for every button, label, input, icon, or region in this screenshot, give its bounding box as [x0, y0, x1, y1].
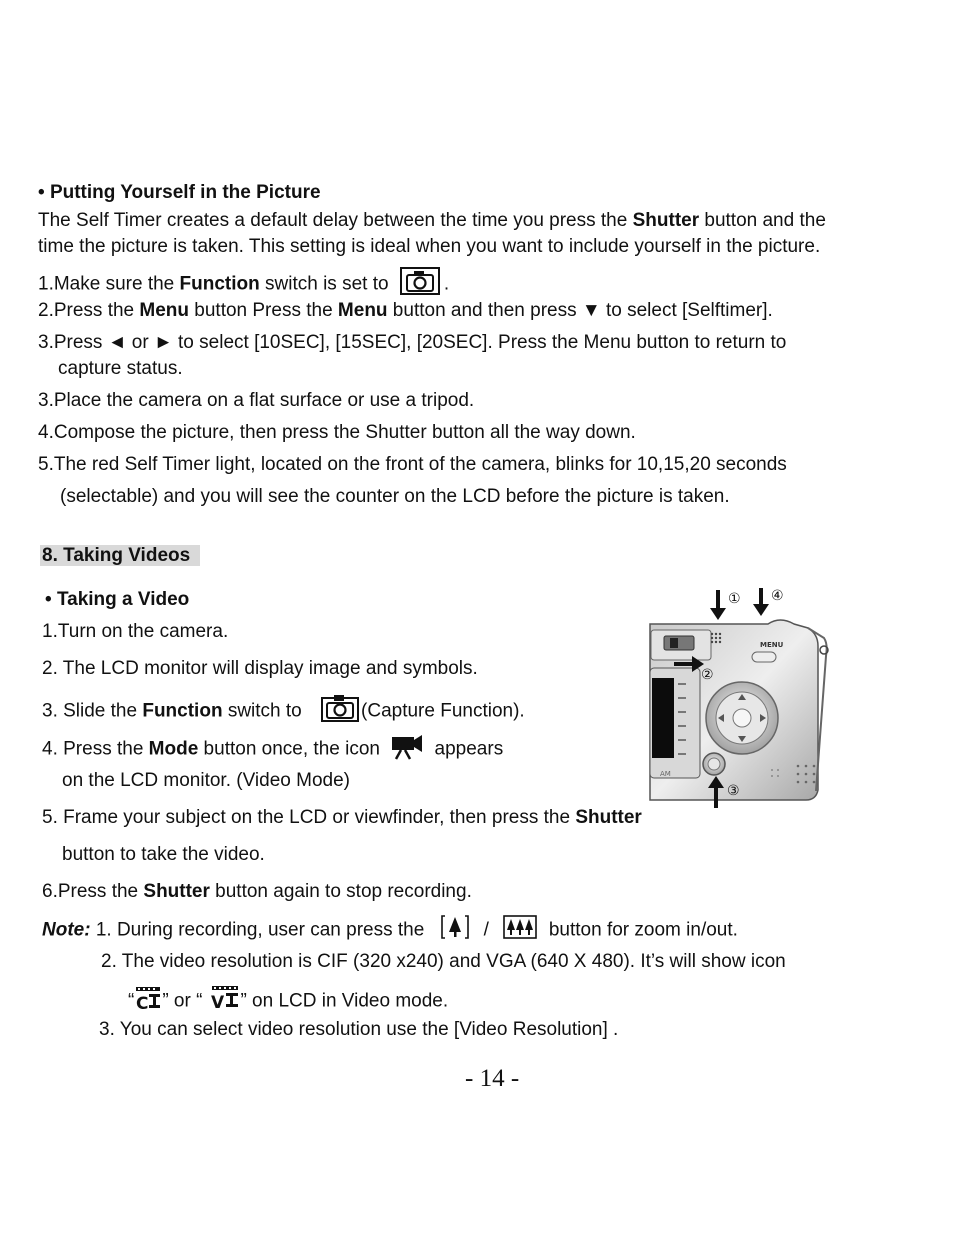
video-step-4-cont: on the LCD monitor. (Video Mode)	[62, 770, 350, 791]
step-text: switch to	[222, 700, 308, 722]
camera-back-figure	[648, 586, 838, 812]
function-bold: Function	[142, 700, 223, 722]
step-text: 3. Slide the	[42, 700, 143, 722]
shutter-bold: Shutter	[575, 807, 642, 828]
note-2-cont	[128, 984, 448, 1019]
step-1	[38, 267, 449, 302]
note-text: 1. During recording, user can press the	[90, 919, 430, 941]
video-camera-icon	[391, 732, 423, 767]
video-step-3	[42, 694, 525, 729]
note-1	[42, 914, 738, 947]
note-text: /	[483, 919, 489, 941]
section-title-text: 8. Taking Videos	[40, 545, 200, 566]
video-step-2: 2. The LCD monitor will display image and symbols.	[42, 658, 478, 679]
step-text: button and then press ▼ to select [Selftimer].	[387, 300, 773, 321]
step-text: 1.Make sure the	[38, 273, 180, 295]
step-4: 3.Place the camera on a flat surface or use a tripod.	[38, 390, 475, 411]
note-3: 3. You can select video resolution use the [Video Resolution] .	[99, 1019, 619, 1040]
svg-text:V: V	[211, 993, 225, 1012]
shutter-bold: Shutter	[632, 210, 700, 231]
note-text: “	[128, 990, 135, 1012]
step-text: 2.Press the	[38, 300, 140, 321]
cif-icon	[134, 985, 162, 1018]
arrow-marker-4	[753, 588, 769, 616]
step-text: (Capture Function).	[361, 700, 525, 722]
step-6-cont: (selectable) and you will see the counter on the LCD before the picture is taken.	[60, 486, 730, 507]
video-step-5-cont: button to take the video.	[62, 844, 265, 865]
function-bold: Function	[179, 273, 260, 295]
sub-heading: • Taking a Video	[45, 589, 190, 610]
page-number: - 14 -	[465, 1065, 520, 1092]
video-step-6	[42, 880, 472, 904]
step-text: 4. Press the	[42, 738, 149, 760]
step-2	[38, 299, 773, 323]
svg-text:AM: AM	[660, 770, 671, 778]
note-2: 2. The video resolution is CIF (320 x240) and VGA (640 X 480). It’s will show icon	[101, 951, 786, 972]
zoom-in-icon	[440, 914, 470, 947]
step-text: button again to stop recording.	[209, 881, 472, 902]
shutter-bold: Shutter	[143, 881, 210, 902]
intro-text: The Self Timer creates a default delay between the time you press the	[38, 210, 633, 231]
note-label: Note:	[42, 919, 91, 941]
step-text: button once, the icon	[198, 738, 386, 760]
marker-2: ②	[701, 667, 714, 683]
step-text: appears	[429, 738, 504, 760]
step-text: .	[443, 273, 450, 295]
step-text: switch is set to	[259, 273, 394, 295]
marker-3: ③	[727, 783, 740, 799]
video-step-5	[42, 806, 642, 830]
step-3: 3.Press ◄ or ► to select [10SEC], [15SEC], [20SEC]. Press the Menu button to return to	[38, 332, 787, 353]
intro-line-2: time the picture is taken. This setting is ideal when you want to include yourself in the picture.	[38, 236, 821, 257]
step-5: 4.Compose the picture, then press the Shutter button all the way down.	[38, 422, 636, 443]
intro-line-1	[38, 209, 826, 233]
marker-1: ①	[728, 591, 741, 607]
menu-label: MENU	[760, 641, 784, 649]
vga-icon	[210, 984, 240, 1019]
step-3-cont: capture status.	[58, 358, 183, 379]
zoom-out-icon	[503, 914, 537, 947]
video-step-1: 1.Turn on the camera.	[42, 621, 229, 642]
arrow-marker-1	[710, 590, 726, 620]
step-text: button Press the	[189, 300, 338, 321]
svg-text:C: C	[136, 994, 149, 1011]
step-6: 5.The red Self Timer light, located on the front of the camera, blinks for 10,15,20 seconds	[38, 454, 787, 475]
section-title-videos	[40, 544, 200, 568]
step-text: 5. Frame your subject on the LCD or viewfinder, then press the	[42, 807, 576, 828]
note-text: ” on LCD in Video mode.	[240, 990, 449, 1012]
self-timer-heading: Putting Yourself in the Picture	[49, 182, 321, 203]
intro-text: button and the	[699, 210, 826, 231]
camera-icon	[321, 694, 359, 729]
camera-icon	[400, 267, 440, 302]
mode-bold: Mode	[148, 738, 199, 760]
video-step-4	[42, 732, 503, 767]
note-text: ” or “	[162, 990, 203, 1012]
menu-bold: Menu	[337, 300, 388, 321]
note-text: button for zoom in/out.	[548, 919, 738, 941]
step-text: 6.Press the	[42, 881, 144, 902]
section-heading: • Putting Yourself in the Picture	[38, 182, 321, 203]
sub-heading-text: Taking a Video	[56, 589, 190, 610]
marker-4: ④	[771, 588, 784, 604]
menu-bold: Menu	[139, 300, 189, 321]
